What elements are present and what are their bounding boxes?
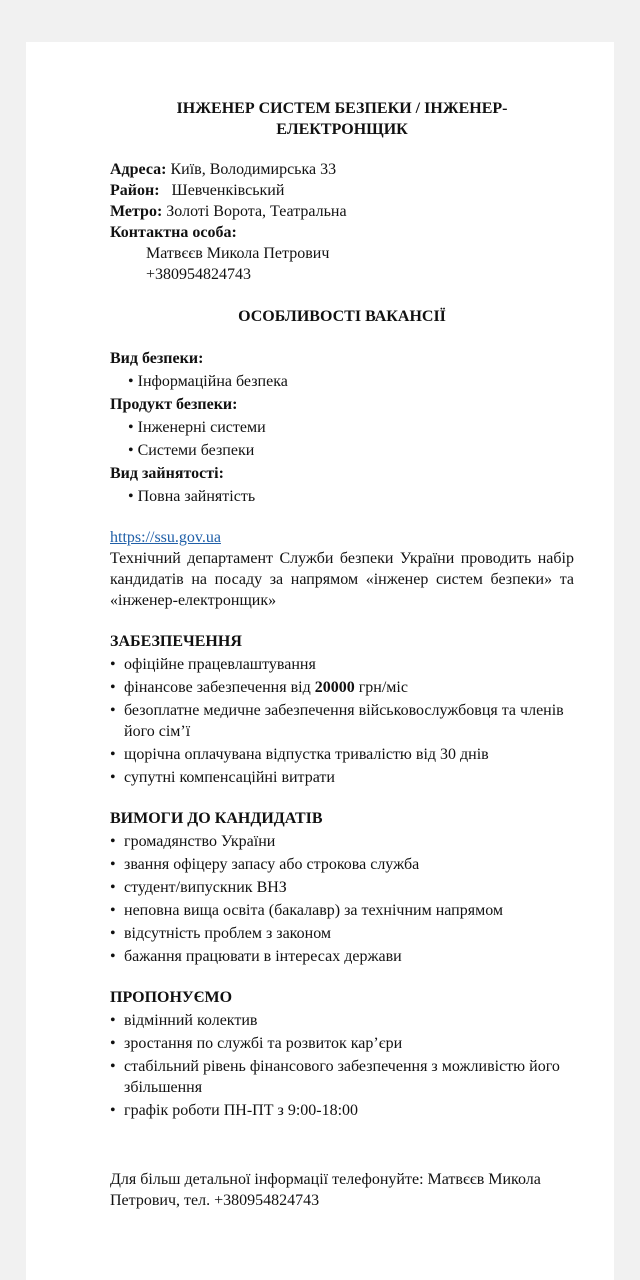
list-item: • стабільний рівень фінансового забезпечення з можливістю його збільшення [110,1056,574,1098]
metro-row [110,201,574,222]
list-item: • відсутність проблем з законом [110,923,574,944]
salary-suffix: грн/міс [354,679,408,696]
district-label: Район: [110,182,160,199]
provision-list [110,654,574,788]
security-type-block [110,348,574,392]
vacancy-title-line-2: ЕЛЕКТРОНЩИК [276,121,408,138]
requirements-list [110,831,574,967]
intro-paragraph: Технічний департамент Служби безпеки України проводить набір кандидатів на посаду за напрямом «інженер систем безпеки» та «інженер-електронщик» [110,550,574,609]
employment-item: • Повна зайнятість [110,486,574,507]
list-item: • громадянство України [110,831,574,852]
security-product-block [110,394,574,461]
document-page [26,42,614,1280]
salary-prefix: фінансове забезпечення від [124,679,315,696]
offer-title: ПРОПОНУЄМО [110,989,233,1006]
vacancy-title-line-1: ІНЖЕНЕР СИСТЕМ БЕЗПЕКИ / ІНЖЕНЕР- [176,100,508,117]
document-content [110,98,574,1211]
list-item: • неповна вища освіта (бакалавр) за технічним напрямом [110,900,574,921]
list-item: • студент/випускник ВНЗ [110,877,574,898]
security-product-label: Продукт безпеки: [110,396,238,413]
metro-value: Золоті Ворота, Театральна [162,203,347,220]
security-type-label: Вид безпеки: [110,350,204,367]
security-type-item: • Інформаційна безпека [110,371,574,392]
contact-person-label: Контактна особа: [110,224,237,241]
list-item [110,677,574,698]
salary-amount: 20000 [314,679,355,696]
address-row [110,159,574,180]
list-item: • безоплатне медичне забезпечення військовослужбовця та членів його сім’ї [110,700,574,742]
contact-person-row [110,222,574,243]
list-item: • зростання по службі та розвиток кар’єри [110,1033,574,1054]
security-product-item: • Інженерні системи [110,417,574,438]
contact-block [110,159,574,285]
footer-contact-note: Для більш детальної інформації телефонуйте: Матвєєв Микола Петрович, тел. +380954824743 [110,1171,541,1209]
security-product-item: • Системи безпеки [110,440,574,461]
provision-title: ЗАБЕЗПЕЧЕННЯ [110,633,242,650]
list-item: • супутні компенсаційні витрати [110,767,574,788]
metro-label: Метро: [110,203,163,220]
contact-person-name: Матвєєв Микола Петрович [146,245,330,262]
list-item: • відмінний колектив [110,1010,574,1031]
list-item: • щорічна оплачувана відпустка тривалістю від 30 днів [110,744,574,765]
list-item: • графік роботи ПН-ПТ з 9:00-18:00 [110,1100,574,1121]
employment-block [110,463,574,507]
employment-label: Вид зайнятості: [110,465,224,482]
vacancy-title [110,98,574,140]
requirements-title: ВИМОГИ ДО КАНДИДАТІВ [110,810,323,827]
offer-list [110,1010,574,1121]
contact-person-phone: +380954824743 [146,266,252,283]
ssu-link[interactable]: https://ssu.gov.ua [110,529,221,546]
district-row [110,180,574,201]
list-item: • бажання працювати в інтересах держави [110,946,574,967]
features-title: ОСОБЛИВОСТІ ВАКАНСІЇ [238,308,446,325]
list-item: • офіційне працевлаштування [110,654,574,675]
district-value: Шевченківський [159,182,285,199]
address-value: Київ, Володимирська 33 [166,161,337,178]
list-item: • звання офіцеру запасу або строкова служба [110,854,574,875]
address-label: Адреса: [110,161,167,178]
